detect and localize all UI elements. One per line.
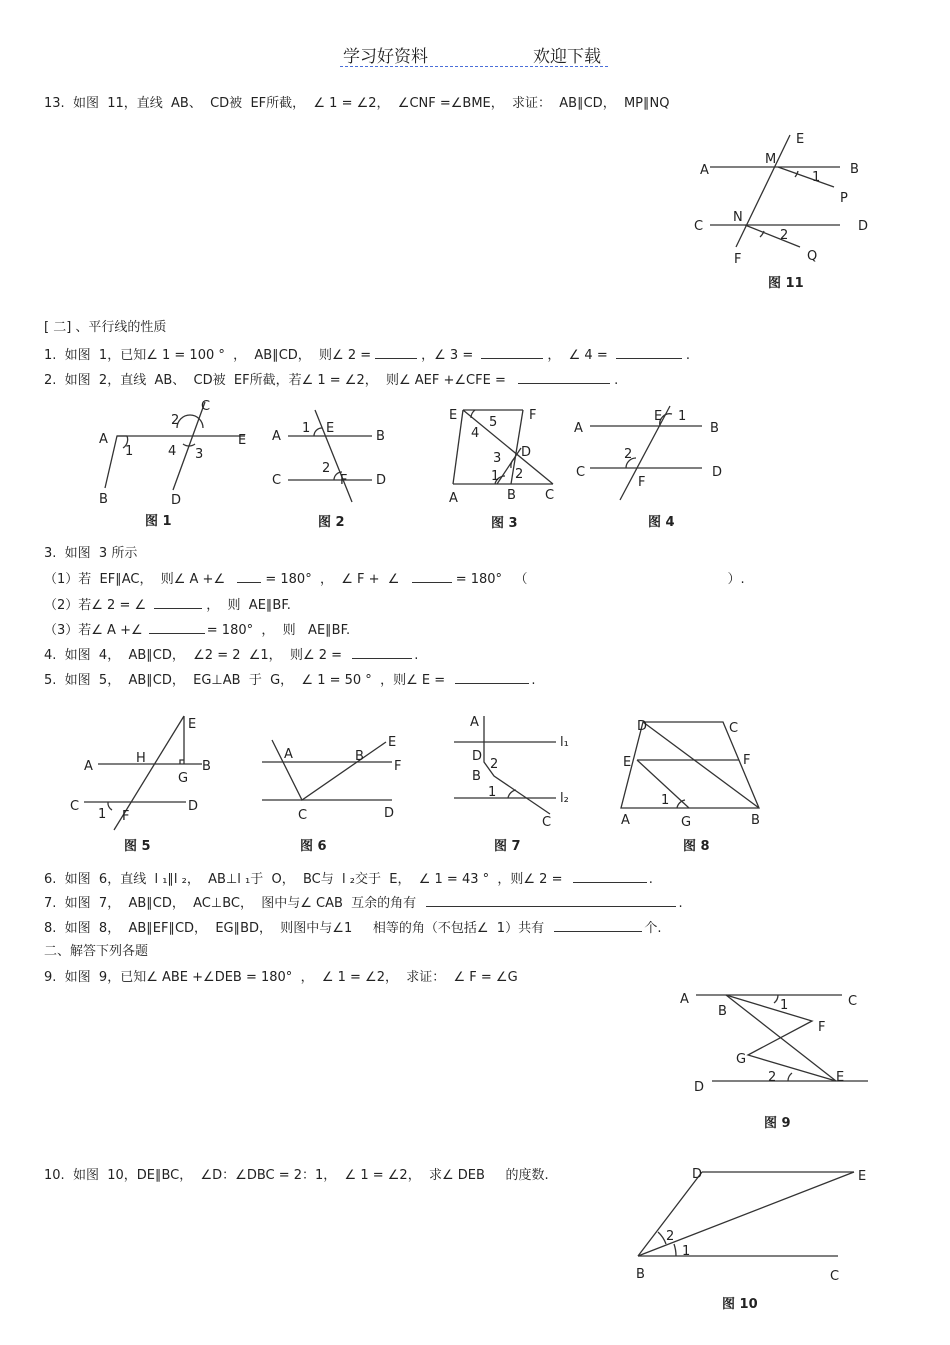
answer-blank[interactable] (455, 671, 529, 684)
figure-label: 1 (780, 998, 789, 1013)
figure-label: 2 (780, 228, 789, 243)
figure-line (774, 995, 778, 1003)
figure-caption: 图 3 (491, 516, 518, 531)
answer-blank[interactable] (154, 596, 202, 609)
figure-label: C (545, 488, 555, 503)
figure-label: l₂ (560, 791, 569, 806)
figure-label: 5 (489, 415, 498, 430)
figure-label: E (654, 409, 663, 424)
question-3-part-3: （3）若∠ A +∠ = 180° ， 则 AE∥BF. (44, 623, 351, 638)
figure-label: Q (807, 249, 818, 264)
figure-label: A (621, 813, 630, 828)
question-13: 13. 如图 11，直线 AB、 CD被 EF所截， ∠ 1 = ∠2， ∠CNF =∠BME， 求证： AB∥CD， MP∥NQ (44, 96, 670, 111)
figure-label: F (818, 1020, 826, 1035)
figure-label: D (637, 719, 648, 734)
figure-label: E (188, 717, 197, 732)
figure-label: 3 (493, 451, 502, 466)
section-2-title: [ 二] 、平行线的性质 (44, 320, 167, 335)
figure-label: 2 (322, 461, 331, 476)
figure-label: C (70, 799, 80, 814)
question-10: 10. 如图 10，DE∥BC， ∠D：∠DBC = 2：1， ∠ 1 = ∠2， 求∠ DEB 的度数. (44, 1168, 549, 1183)
figure-4 (572, 402, 732, 532)
figure-label: E (623, 755, 632, 770)
figure-line (508, 790, 516, 798)
figure-label: A (99, 432, 108, 447)
section-3-title: 二、解答下列各题 (44, 944, 149, 959)
figure-label: B (850, 162, 859, 177)
question-5: 5. 如图 5， AB∥CD， EG⊥AB 于 G， ∠ 1 = 50 ° ，则∠ E = . (44, 673, 536, 688)
figure-line (745, 225, 800, 247)
figure-label: 1 (302, 421, 311, 436)
figure-label: 3 (195, 447, 204, 462)
figure-label: C (830, 1269, 840, 1284)
figure-label: A (449, 491, 458, 506)
figure-label: D (694, 1080, 705, 1095)
figure-label: E (388, 735, 397, 750)
figure-label: A (470, 715, 479, 730)
figure-9 (678, 985, 878, 1135)
answer-blank[interactable] (412, 570, 452, 583)
answer-blank[interactable] (554, 919, 642, 932)
figure-label: 1 (488, 785, 497, 800)
figure-label: D (384, 806, 395, 821)
figure-caption: 图 2 (318, 515, 345, 530)
answer-blank[interactable] (237, 570, 261, 583)
figure-label: F (529, 408, 537, 423)
figure-label: B (472, 769, 481, 784)
header-right: 欢迎下载 (533, 47, 601, 67)
figure-label: A (84, 759, 93, 774)
figure-1 (95, 398, 255, 533)
figure-5 (70, 712, 220, 854)
figure-label: l₁ (560, 735, 569, 750)
figure-line (788, 1073, 792, 1081)
figure-label: E (796, 132, 805, 147)
figure-label: G (681, 815, 692, 830)
header-underline (340, 66, 608, 67)
figure-label: A (574, 421, 583, 436)
figure-10 (630, 1160, 880, 1320)
figure-caption: 图 9 (764, 1116, 791, 1131)
figure-line (658, 1232, 666, 1244)
figure-label: C (848, 994, 858, 1009)
figure-2 (270, 402, 400, 532)
figure-caption: 图 6 (300, 839, 327, 854)
figure-label: A (272, 429, 281, 444)
figure-label: B (376, 429, 385, 444)
figure-label: E (836, 1070, 845, 1085)
figure-label: N (733, 210, 743, 225)
figure-6 (258, 730, 418, 855)
header-left: 学习好资料 (343, 47, 428, 67)
figure-label: D (692, 1167, 703, 1182)
figure-label: F (734, 252, 742, 267)
figure-label: A (700, 163, 709, 178)
figure-label: G (736, 1052, 747, 1067)
figure-11 (690, 125, 880, 295)
figure-label: 4 (471, 426, 480, 441)
figure-label: D (521, 445, 532, 460)
figure-label: C (298, 808, 308, 823)
figure-label: F (122, 809, 130, 824)
question-4: 4. 如图 4， AB∥CD， ∠2 = 2 ∠1， 则∠ 2 = . (44, 648, 419, 663)
answer-blank[interactable] (518, 371, 610, 384)
figure-line (795, 171, 798, 177)
figure-label: F (394, 759, 402, 774)
figure-label: B (202, 759, 211, 774)
figure-caption: 图 4 (648, 515, 675, 530)
question-3-title: 3. 如图 3 所示 (44, 546, 138, 561)
answer-blank[interactable] (616, 346, 682, 359)
figure-caption: 图 8 (683, 839, 710, 854)
figure-label: E (238, 433, 247, 448)
figure-label: F (340, 473, 348, 488)
figure-label: C (694, 219, 704, 234)
figure-label: 4 (168, 444, 177, 459)
figure-label: P (840, 191, 848, 206)
figure-3 (445, 402, 565, 532)
figure-line (314, 428, 322, 436)
figure-label: B (710, 421, 719, 436)
figure-label: B (507, 488, 516, 503)
question-9: 9. 如图 9，已知∠ ABE +∠DEB = 180° ， ∠ 1 = ∠2， 求证： ∠ F = ∠G (44, 970, 518, 985)
figure-label: 2 (666, 1229, 675, 1244)
figure-label: M (765, 152, 777, 167)
figure-caption: 图 11 (768, 276, 804, 291)
question-8: 8. 如图 8， AB∥EF∥CD， EG∥BD， 则图中与∠1 相等的角（不包括∠ 1）共有 个. (44, 921, 662, 936)
figure-label: G (178, 771, 189, 786)
figure-label: 2 (768, 1070, 777, 1085)
figure-label: C (201, 399, 211, 414)
question-6: 6. 如图 6，直线 l ₁∥l ₂， AB⊥l ₁于 O， BC与 l ₂交于 E， ∠ 1 = 43 ° ，则∠ 2 = . (44, 872, 653, 887)
figure-line (108, 802, 112, 810)
figure-line (463, 410, 553, 484)
figure-label: B (99, 492, 108, 507)
figure-caption: 图 10 (722, 1297, 758, 1312)
figure-label: D (188, 799, 199, 814)
question-2: 2. 如图 2，直线 AB、 CD被 EF所截，若∠ 1 = ∠2， 则∠ AEF +∠CFE = . (44, 373, 619, 388)
figure-7 (452, 712, 582, 854)
figure-line (674, 1244, 676, 1256)
figure-label: F (743, 753, 751, 768)
figure-label: B (355, 749, 364, 764)
figure-line (778, 167, 834, 187)
figure-label: E (449, 408, 458, 423)
figure-label: D (171, 493, 182, 508)
figure-label: 2 (490, 757, 499, 772)
answer-blank[interactable] (481, 346, 543, 359)
figure-label: B (718, 1004, 727, 1019)
figure-label: 1 (491, 469, 500, 484)
figure-caption: 图 5 (124, 839, 151, 854)
figure-label: C (576, 465, 586, 480)
figure-line (471, 410, 475, 418)
figure-label: 2 (624, 447, 633, 462)
question-3-part-2: （2）若∠ 2 = ∠ ， 则 AE∥BF. (44, 598, 291, 613)
figure-caption: 图 1 (145, 514, 172, 529)
figure-label: E (326, 421, 335, 436)
figure-label: C (729, 721, 739, 736)
question-1: 1. 如图 1，已知∠ 1 = 100 ° ， AB∥CD， 则∠ 2 = ，∠ 3 = ， ∠ 4 = . (44, 348, 691, 363)
figure-label: D (472, 749, 483, 764)
figure-8 (615, 712, 775, 854)
answer-blank[interactable] (149, 621, 205, 634)
figure-label: 1 (682, 1244, 691, 1259)
figure-label: C (272, 473, 282, 488)
figure-label: A (680, 992, 689, 1007)
question-7: 7. 如图 7， AB∥CD， AC⊥BC， 图中与∠ CAB 互余的角有 . (44, 896, 683, 911)
figure-label: 1 (812, 170, 821, 185)
figure-label: 1 (125, 444, 134, 459)
figure-label: D (712, 465, 723, 480)
figure-label: 1 (661, 793, 670, 808)
figure-label: 2 (515, 467, 524, 482)
figure-label: D (858, 219, 869, 234)
figure-label: D (376, 473, 387, 488)
answer-blank[interactable] (352, 646, 412, 659)
answer-blank[interactable] (573, 870, 647, 883)
figure-label: F (638, 475, 646, 490)
figure-caption: 图 7 (494, 839, 521, 854)
figure-label: C (542, 815, 552, 830)
answer-blank[interactable] (426, 894, 676, 907)
question-3-part-1: （1）若 EF∥AC， 则∠ A +∠ = 180° ， ∠ F + ∠ = 180° （ ）. (44, 572, 745, 587)
figure-label: 1 (678, 409, 687, 424)
figure-label: 1 (98, 807, 107, 822)
figure-line (105, 436, 127, 488)
figure-label: B (751, 813, 760, 828)
figure-label: B (636, 1267, 645, 1282)
figure-label: H (136, 751, 146, 766)
answer-blank[interactable] (375, 346, 417, 359)
figure-label: 2 (171, 413, 180, 428)
figure-label: A (284, 747, 293, 762)
figure-label: E (858, 1169, 867, 1184)
